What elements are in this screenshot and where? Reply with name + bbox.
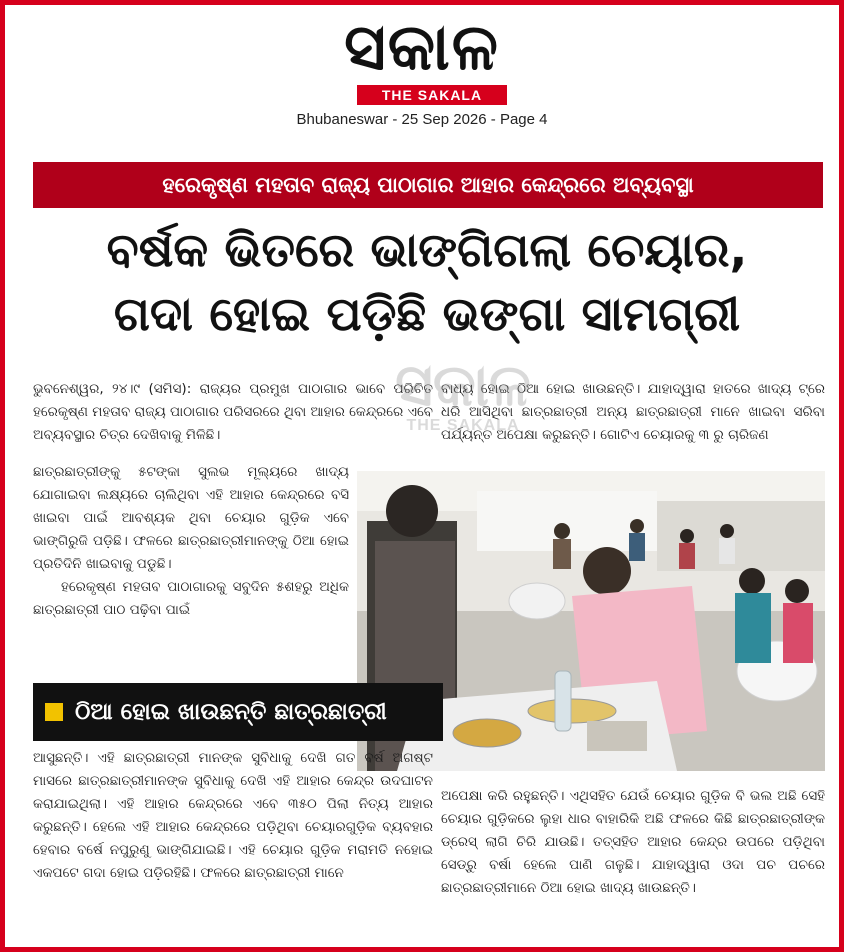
watermark-logo-text: ସକାଳ (395, 351, 531, 419)
watermark-logo-subtitle: THE SAKALA (406, 417, 520, 434)
left-column-paragraph-2: ହରେକୃଷ୍ଣ ମହତାବ ପାଠାଗାରକୁ ସବୁଦିନ ୫ଶହରୁ ଅଧିକ ଛାତ୍ରଛାତ୍ରୀ ପାଠ ପଢ଼ିବା ପାଇଁ (33, 579, 349, 618)
newspaper-logo: ସକାଳ (344, 11, 500, 85)
left-column (33, 461, 349, 675)
headline-line-2: ଗଦା ହୋଇ ପଡ଼ିଛି ଭଙ୍ଗା ସାମଗ୍ରୀ (113, 287, 741, 342)
bullet-square-icon (45, 703, 63, 721)
subheading-text: ଠିଆ ହୋଇ ଖାଉଛନ୍ତି ଛାତ୍ରଛାତ୍ରୀ (75, 699, 387, 725)
headline-line-1: ବର୍ଷକ ଭିତରେ ଭାଙ୍ଗିଗଲା ଚେୟାର, (106, 223, 748, 278)
subheading-banner (33, 683, 443, 741)
dateline: Bhubaneswar - 25 Sep 2026 - Page 4 (296, 111, 548, 128)
logo-subtitle: THE SAKALA (357, 85, 507, 105)
lead-paragraph-left: ଭୁବନେଶ୍ୱର, ୨୪।୯ (ସମିସ): ରାଜ୍ୟର ପ୍ରମୁଖ ପାଠାଗାର ଭାବେ ପରିଚିତ ହରେକୃଷ୍ଣ ମହତାବ ରାଜ୍ୟ ପାଠାଗାର ପରିସରରେ ଥିବା ଆହାର କେନ୍ଦ୍ରରେ ଏବେ ଅବ୍ୟବସ୍ଥାର ଚିତ୍ର ଦେଖିବାକୁ ମିଳିଛି। (33, 381, 433, 443)
bottom-right-paragraph: ଅପେକ୍ଷା କରି ରହୁଛନ୍ତି। ଏଥିସହିତ ଯେଉଁ ଚେୟାର ଗୁଡ଼ିକ ବି ଭଲ ଅଛି ସେହି ଚେୟାର ଗୁଡ଼ିକରେ ଲୁହା ଧାର ବାହାରିକି ଅଛି ଫଳରେ କିଛି ଛାତ୍ରଛାତ୍ରୀଙ୍କ ଡ୍ରେସ୍ ଲାଗି ଚିରି ଯାଉଛି। ତତ୍‌ସହିତ ଆହାର କେନ୍ଦ୍ର ଉପରେ ପଡ଼ିଥିବା ସେଡ୍‌ରୁ ବର୍ଷା ହେଲେ ପାଣି ଗଳୁଛି। ଯାହାଦ୍ୱାରା ଓଦା ପଚ ପଚରେ ଛାତ୍ରଛାତ୍ରୀମାନେ ଠିଆ ହୋଇ ଖାଦ୍ୟ ଖାଉଛନ୍ତି। (441, 788, 825, 896)
headline (25, 219, 829, 347)
left-column-paragraph-1: ଛାତ୍ରଛାତ୍ରୀଙ୍କୁ ୫ଟଙ୍କା ସୁଲଭ ମୂଲ୍ୟରେ ଖାଦ୍ୟ ଯୋଗାଇବା ଲକ୍ଷ୍ୟରେ ଚାଲିଥିବା ଏହି ଆହାର କେନ୍ଦ୍ରରେ ବସି ଖାଇବା ପାଇଁ ଆବଶ୍ୟକ ଥିବା ଚେୟାର ଗୁଡ଼ିକ ଏବେ ଭାଙ୍ଗିରୁଜି ପଡ଼ିଛି। ଫଳରେ ଛାତ୍ରଛାତ୍ରୀମାନଙ୍କୁ ଠିଆ ହୋଇ ପ୍ରତିଦିନି ଖାଇବାକୁ ପଡୁଛି। (33, 464, 349, 572)
masthead (5, 11, 839, 85)
bottom-left-paragraph: ଆସୁଛନ୍ତି। ଏହି ଛାତ୍ରଛାତ୍ରୀ ମାନଙ୍କ ସୁବିଧାକୁ ଦେଖି ଗତ ବର୍ଷ ଅଗଷ୍ଟ ମାସରେ ଛାତ୍ରଛାତ୍ରୀମାନଙ୍କ ସୁବିଧାକୁ ଦେଖି ଏହି ଆହାର କେନ୍ଦ୍ର ଉଦଘାଟନ କରାଯାଇଥିଲା। ଏହି ଆହାର କେନ୍ଦ୍ରରେ ଏବେ ୩୫୦ ପିଲା ନିତ୍ୟ ଆହାର କରୁଛନ୍ତି। ହେଲେ ଏହି ଆହାର କେନ୍ଦ୍ରରେ ପଡ଼ିଥିବା ଚେୟାରଗୁଡ଼ିକ ବ୍ୟବହାର ହେବାର ବର୍ଷେ ନପୁରୁଣୁ ଭାଙ୍ଗିଯାଇଛି। ଏହି ଚେୟାର ଗୁଡ଼ିକ ମରାମତି ନହୋଇ ଏକପଟେ ଗଦା ହୋଇ ପଡ଼ିରହିଛି। ଫଳରେ ଛାତ୍ରଛାତ୍ରୀ ମାନେ (33, 750, 433, 881)
kicker-banner: ହରେକୃଷ୍ଣ ମହତାବ ରାଜ୍ୟ ପାଠାଗାର ଆହାର କେନ୍ଦ୍ରରେ ଅବ୍ୟବସ୍ଥା (33, 162, 823, 208)
lead-paragraph-right: ବାଧ୍ୟ ହୋଇ ଠିଆ ହୋଇ ଖାଉଛନ୍ତି। ଯାହାଦ୍ୱାରା ହାତରେ ଖାଦ୍ୟ ଟ୍ରେ ଧରି ଆସିଥିବା ଛାତ୍ରଛାତ୍ରୀ ଅନ୍ୟ ଛାତ୍ରଛାତ୍ରୀ ମାନେ ଖାଇବା ସରିବା ପର୍ଯ୍ୟନ୍ତ ଅପେକ୍ଷା କରୁଛନ୍ତି। ଗୋଟିଏ ଚେୟାରକୁ ୩ ରୁ ଚାରିଜଣ (441, 381, 825, 443)
